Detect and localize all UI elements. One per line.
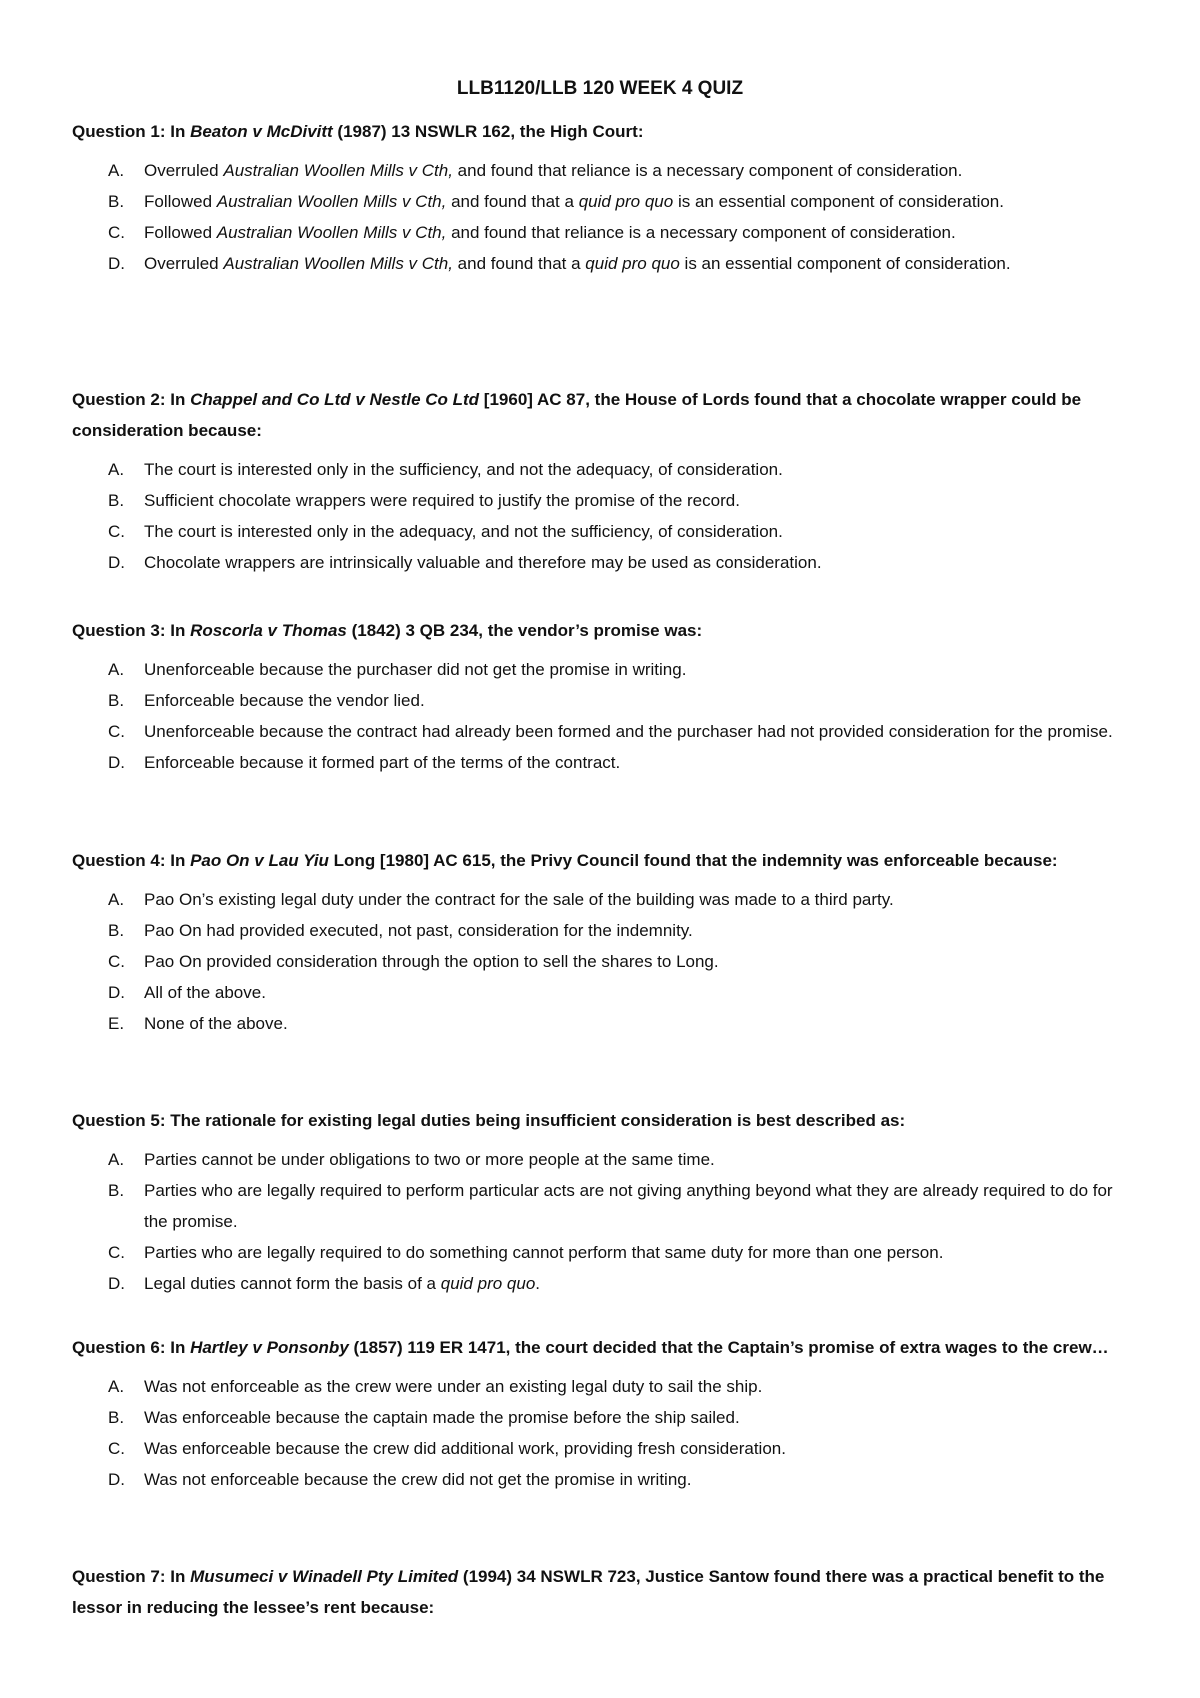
option-text: and found that a bbox=[446, 192, 579, 211]
stem-suffix: (1994) 34 NSWLR 723, Justice Santow found there was a practical benefit to the lessor in reducing the lessee’s rent because: bbox=[72, 1567, 1105, 1617]
question-3 bbox=[72, 615, 1132, 778]
stem-suffix: (1857) 119 ER 1471, the court decided that the Captain’s promise of extra wages to the crew… bbox=[348, 1338, 1109, 1357]
option-letter: B. bbox=[108, 1181, 125, 1200]
stem-prefix: Question 1: In bbox=[72, 122, 191, 141]
option-text: and found that reliance is a necessary component of consideration. bbox=[452, 161, 963, 180]
answer-option-c[interactable] bbox=[72, 716, 1132, 747]
option-text: Chocolate wrappers are intrinsically valuable and therefore may be used as consideration. bbox=[144, 553, 822, 572]
answer-option-b[interactable] bbox=[72, 186, 1132, 217]
stem-prefix: Question 4: In bbox=[72, 851, 191, 870]
option-letter: A. bbox=[108, 1377, 125, 1396]
answer-option-c[interactable] bbox=[72, 1237, 1132, 1268]
option-letter: B. bbox=[108, 1408, 125, 1427]
option-text: Was enforceable because the crew did additional work, providing fresh consideration. bbox=[144, 1439, 786, 1458]
answer-option-b[interactable] bbox=[72, 485, 1132, 516]
case-name: Pao On v Lau Yiu bbox=[190, 851, 329, 870]
answer-option-a[interactable] bbox=[72, 1144, 1132, 1175]
option-letter: B. bbox=[108, 491, 125, 510]
answer-option-a[interactable] bbox=[72, 654, 1132, 685]
option-text: Was enforceable because the captain made the promise before the ship sailed. bbox=[144, 1408, 740, 1427]
question-stem bbox=[72, 1105, 1132, 1136]
option-text: Pao On had provided executed, not past, consideration for the indemnity. bbox=[144, 921, 693, 940]
option-letter: A. bbox=[108, 660, 125, 679]
answer-options bbox=[72, 654, 1132, 778]
stem-suffix: Long [1980] AC 615, the Privy Council found that the indemnity was enforceable because: bbox=[328, 851, 1058, 870]
question-7 bbox=[72, 1561, 1132, 1623]
case-name: Australian Woollen Mills v Cth, bbox=[223, 161, 453, 180]
page-title: LLB1120/LLB 120 WEEK 4 QUIZ bbox=[456, 78, 744, 99]
option-letter: A. bbox=[108, 161, 125, 180]
option-text: Pao On’s existing legal duty under the contract for the sale of the building was made to a third party. bbox=[144, 890, 894, 909]
case-name: Chappel and Co Ltd v Nestle Co Ltd bbox=[190, 390, 480, 409]
option-text: Parties cannot be under obligations to two or more people at the same time. bbox=[144, 1150, 715, 1169]
question-stem bbox=[72, 1332, 1132, 1363]
answer-option-c[interactable] bbox=[72, 217, 1132, 248]
option-text: The court is interested only in the sufficiency, and not the adequacy, of consideration. bbox=[144, 460, 783, 479]
answer-option-e[interactable] bbox=[72, 1008, 1132, 1039]
answer-option-c[interactable] bbox=[72, 1433, 1132, 1464]
answer-option-d[interactable] bbox=[72, 248, 1132, 279]
answer-options bbox=[72, 155, 1132, 279]
answer-option-b[interactable] bbox=[72, 1175, 1132, 1237]
option-letter: B. bbox=[108, 192, 125, 211]
option-letter: D. bbox=[108, 753, 125, 772]
answer-options bbox=[72, 1144, 1132, 1299]
question-4 bbox=[72, 845, 1132, 1039]
answer-option-c[interactable] bbox=[72, 946, 1132, 977]
answer-options bbox=[72, 454, 1132, 578]
answer-option-a[interactable] bbox=[72, 1371, 1132, 1402]
answer-option-d[interactable] bbox=[72, 747, 1132, 778]
question-stem bbox=[72, 615, 1132, 646]
question-stem bbox=[72, 384, 1132, 446]
question-2 bbox=[72, 384, 1132, 578]
option-text: . bbox=[535, 1274, 541, 1293]
option-letter: C. bbox=[108, 1243, 125, 1262]
option-text: Was not enforceable because the crew did not get the promise in writing. bbox=[144, 1470, 692, 1489]
answer-option-d[interactable] bbox=[72, 1464, 1132, 1495]
case-name: Hartley v Ponsonby bbox=[190, 1338, 349, 1357]
answer-option-d[interactable] bbox=[72, 977, 1132, 1008]
stem-prefix: Question 5: The rationale for existing legal duties being insufficient consideration is best described as: bbox=[72, 1111, 906, 1130]
option-letter: C. bbox=[108, 1439, 125, 1458]
option-letter: C. bbox=[108, 952, 125, 971]
answer-option-b[interactable] bbox=[72, 685, 1132, 716]
option-text: None of the above. bbox=[144, 1014, 288, 1033]
option-letter: D. bbox=[108, 1274, 125, 1293]
answer-option-b[interactable] bbox=[72, 915, 1132, 946]
question-stem bbox=[72, 1561, 1132, 1623]
question-5 bbox=[72, 1105, 1132, 1299]
answer-option-a[interactable] bbox=[72, 454, 1132, 485]
answer-option-d[interactable] bbox=[72, 547, 1132, 578]
option-text: Followed bbox=[144, 192, 217, 211]
option-text: Parties who are legally required to perform particular acts are not giving anything beyond what they are already required to do for the promise. bbox=[144, 1181, 1113, 1231]
question-stem bbox=[72, 845, 1132, 876]
option-letter: A. bbox=[108, 460, 125, 479]
answer-option-a[interactable] bbox=[72, 155, 1132, 186]
option-letter: A. bbox=[108, 890, 125, 909]
option-letter: C. bbox=[108, 522, 125, 541]
option-text: is an essential component of consideration. bbox=[673, 192, 1004, 211]
option-letter: A. bbox=[108, 1150, 125, 1169]
option-text: Unenforceable because the contract had already been formed and the purchaser had not provided consideration for the promise. bbox=[144, 722, 1113, 741]
latin-term: quid pro quo bbox=[578, 192, 674, 211]
option-letter: C. bbox=[108, 722, 125, 741]
answer-options bbox=[72, 1371, 1132, 1495]
option-text: Unenforceable because the purchaser did not get the promise in writing. bbox=[144, 660, 687, 679]
answer-option-d[interactable] bbox=[72, 1268, 1132, 1299]
option-letter: D. bbox=[108, 1470, 125, 1489]
question-1 bbox=[72, 116, 1132, 279]
case-name: Beaton v McDivitt bbox=[190, 122, 333, 141]
answer-option-b[interactable] bbox=[72, 1402, 1132, 1433]
option-text: is an essential component of consideration. bbox=[679, 254, 1011, 273]
option-text: Enforceable because the vendor lied. bbox=[144, 691, 425, 710]
case-name: Australian Woollen Mills v Cth, bbox=[216, 223, 447, 242]
option-letter: C. bbox=[108, 223, 125, 242]
option-text: Overruled bbox=[144, 161, 224, 180]
option-text: Enforceable because it formed part of the terms of the contract. bbox=[144, 753, 621, 772]
stem-suffix: (1987) 13 NSWLR 162, the High Court: bbox=[332, 122, 644, 141]
question-stem bbox=[72, 116, 1132, 147]
option-letter: B. bbox=[108, 921, 125, 940]
option-text: Legal duties cannot form the basis of a bbox=[144, 1274, 441, 1293]
stem-suffix: [1960] AC 87, the House of Lords found that a chocolate wrapper could be consideration because: bbox=[72, 390, 1082, 440]
option-text: Followed bbox=[144, 223, 217, 242]
stem-suffix: (1842) 3 QB 234, the vendor’s promise was: bbox=[346, 621, 703, 640]
latin-term: quid pro quo bbox=[440, 1274, 536, 1293]
option-letter: D. bbox=[108, 553, 125, 572]
option-text: Pao On provided consideration through the option to sell the shares to Long. bbox=[144, 952, 719, 971]
option-letter: E. bbox=[108, 1014, 125, 1033]
answer-option-c[interactable] bbox=[72, 516, 1132, 547]
option-text: Overruled bbox=[144, 254, 224, 273]
option-letter: D. bbox=[108, 254, 125, 273]
latin-term: quid pro quo bbox=[585, 254, 680, 273]
option-text: The court is interested only in the adequacy, and not the sufficiency, of consideration. bbox=[144, 522, 783, 541]
option-letter: B. bbox=[108, 691, 125, 710]
option-text: All of the above. bbox=[144, 983, 266, 1002]
question-6 bbox=[72, 1332, 1132, 1495]
case-name: Roscorla v Thomas bbox=[190, 621, 347, 640]
answer-option-a[interactable] bbox=[72, 884, 1132, 915]
stem-prefix: Question 7: In bbox=[72, 1567, 191, 1586]
case-name: Musumeci v Winadell Pty Limited bbox=[190, 1567, 459, 1586]
option-letter: D. bbox=[108, 983, 125, 1002]
option-text: Sufficient chocolate wrappers were required to justify the promise of the record. bbox=[144, 491, 740, 510]
answer-options bbox=[72, 884, 1132, 1039]
case-name: Australian Woollen Mills v Cth, bbox=[223, 254, 453, 273]
stem-prefix: Question 3: In bbox=[72, 621, 191, 640]
option-text: Parties who are legally required to do something cannot perform that same duty for more than one person. bbox=[144, 1243, 944, 1262]
option-text: and found that a bbox=[452, 254, 586, 273]
stem-prefix: Question 2: In bbox=[72, 390, 191, 409]
stem-prefix: Question 6: In bbox=[72, 1338, 191, 1357]
option-text: and found that reliance is a necessary component of consideration. bbox=[446, 223, 956, 242]
case-name: Australian Woollen Mills v Cth, bbox=[216, 192, 447, 211]
option-text: Was not enforceable as the crew were under an existing legal duty to sail the ship. bbox=[144, 1377, 763, 1396]
